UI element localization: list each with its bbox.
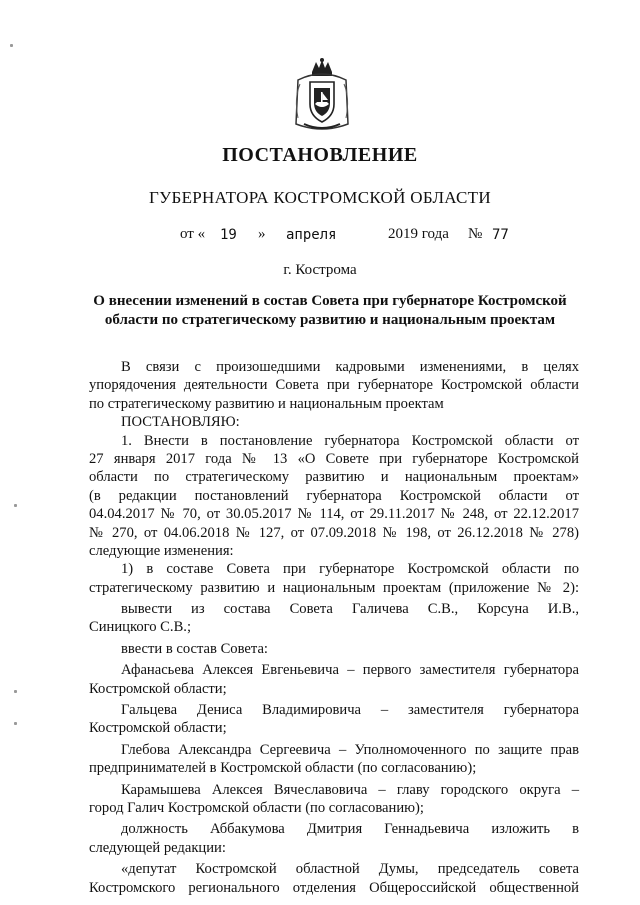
paragraph-line: город Галич Костромской области (по согласованию);: [89, 799, 424, 816]
paragraph-line: ввести в состав Совета:: [121, 640, 268, 657]
scan-speck: [14, 504, 17, 507]
scan-speck: [14, 690, 17, 693]
paragraph-line: В связи с произошедшими кадровыми изменениями, в целях: [121, 359, 579, 375]
document-body: [89, 358, 579, 897]
paragraph-line: 27 января 2017 года № 13 «О Совете при губернаторе Костромской: [89, 450, 579, 467]
date-day: 19: [220, 227, 237, 243]
paragraph-line: следующие изменения:: [89, 542, 234, 559]
date-month: апреля: [286, 227, 337, 243]
heading-line: О внесении изменений в состав Совета при губернаторе Костромской: [93, 293, 567, 309]
paragraph-line: 1) в составе Совета при губернаторе Костромской области по: [121, 561, 579, 578]
document-city: г. Кострома: [283, 262, 357, 278]
paragraph-line: Карамышева Алексея Вячеславовича – главу городского округа –: [121, 781, 579, 798]
paragraph-line: 1. Внести в постановление губернатора Костромской области от: [121, 432, 579, 449]
paragraph-line: Костромской области;: [89, 720, 227, 737]
scan-speck: [14, 722, 17, 725]
paragraph-line: № 270, от 04.06.2018 № 127, от 07.09.2018 № 198, от 26.12.2018 № 278): [89, 524, 579, 541]
document-number-sign: №: [468, 226, 483, 242]
heading-line: области по стратегическому развитию и национальным проектам: [104, 312, 556, 328]
scan-speck: [10, 44, 13, 47]
paragraph-line: должность Аббакумова Дмитрия Геннадьевича изложить в: [121, 821, 579, 838]
paragraph-line: стратегическому развитию и национальным проектам (приложение № 2):: [89, 579, 579, 596]
document-date-line: [0, 226, 640, 246]
paragraph-line: предпринимателей в Костромской области (по согласованию);: [89, 760, 477, 777]
paragraph-line: вывести из состава Совета Галичева С.В., Корсуна И.В.,: [121, 601, 579, 618]
postanovlyayu: ПОСТАНОВЛЯЮ:: [121, 414, 240, 431]
paragraph-line: Костромского регионального отделения Общероссийской общественной: [89, 879, 579, 896]
paragraph-line: Гальцева Дениса Владимировича – заместителя губернатора: [121, 702, 579, 719]
paragraph-line: 04.04.2017 № 70, от 30.05.2017 № 114, от 29.11.2017 № 248, от 22.12.2017: [89, 506, 579, 523]
date-close-quote: »: [258, 226, 266, 242]
paragraph-line: по стратегическому развитию и национальным проектам: [89, 395, 444, 412]
paragraph-line: Синицкого С.В.;: [89, 619, 192, 636]
paragraph-line: Костромской области;: [89, 680, 227, 697]
paragraph-line: области по стратегическому развитию и национальным проектам»: [89, 469, 579, 486]
paragraph-line: (в редакции постановлений губернатора Костромской области от: [89, 487, 579, 504]
paragraph-line: Афанасьева Алексея Евгеньевича – первого заместителя губернатора: [121, 662, 579, 679]
paragraph-line: «депутат Костромской областной Думы, председатель совета: [121, 861, 579, 878]
paragraph-line: упорядочения деятельности Совета при губернаторе Костромской области: [89, 377, 579, 394]
paragraph-line: следующей редакции:: [89, 839, 226, 856]
coat-of-arms-icon: [290, 58, 354, 136]
date-prefix: от «: [180, 226, 206, 242]
document-number: 77: [492, 227, 509, 243]
date-year: 2019 года: [388, 226, 449, 242]
document-title: ПОСТАНОВЛЕНИЕ: [222, 144, 418, 166]
document-issuer: ГУБЕРНАТОРА КОСТРОМСКОЙ ОБЛАСТИ: [149, 188, 491, 207]
document-heading: [80, 292, 580, 330]
paragraph-line: Глебова Александра Сергеевича – Уполномоченного по защите прав: [121, 741, 579, 758]
